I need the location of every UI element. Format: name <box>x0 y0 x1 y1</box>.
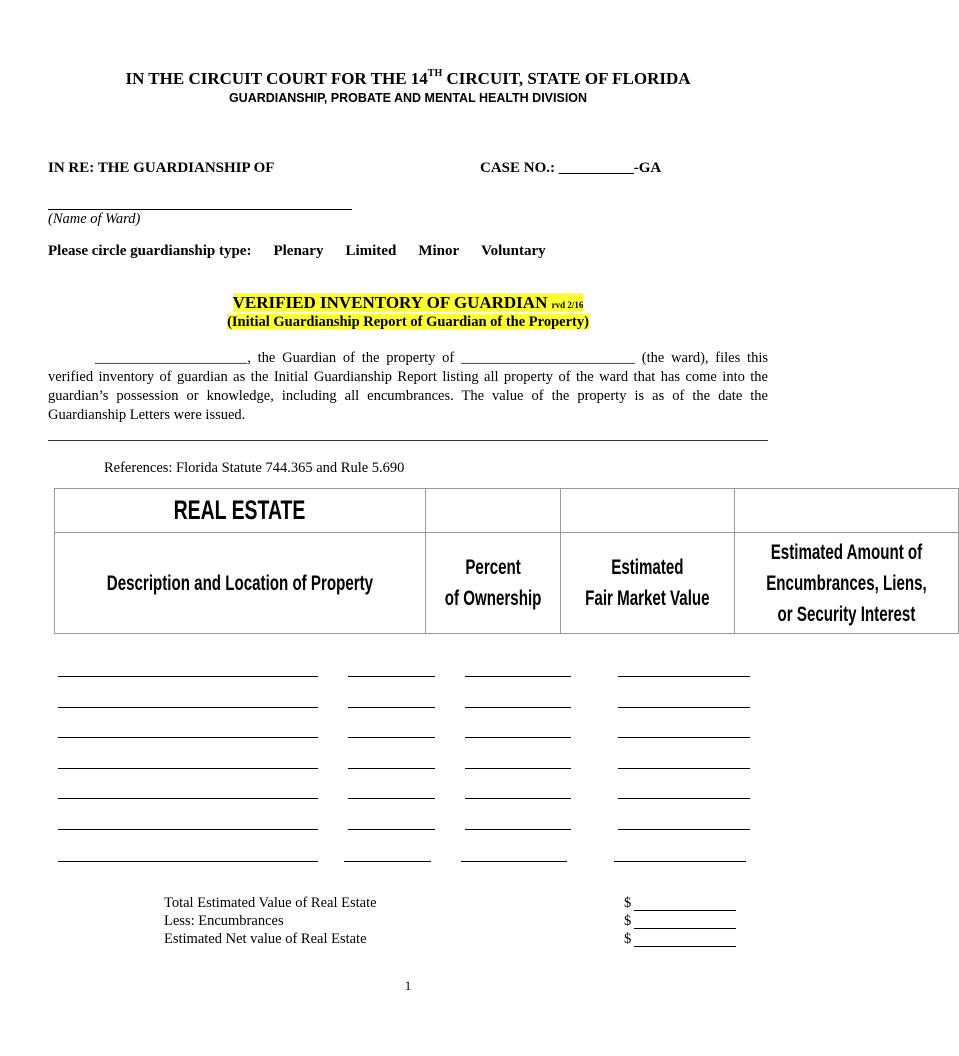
total-value-label: Total Estimated Value of Real Estate <box>164 895 377 911</box>
entry-line-fair-value[interactable] <box>461 861 567 862</box>
col-percent-ownership: Percent of Ownership <box>444 556 542 610</box>
net-value-field[interactable] <box>634 946 736 947</box>
real-estate-table <box>54 488 959 634</box>
total-value-field[interactable] <box>634 910 736 911</box>
entry-line-fair-value[interactable] <box>465 829 571 830</box>
form-subtitle: (Initial Guardianship Report of Guardian of the Property) <box>227 314 589 330</box>
option-limited[interactable]: Limited <box>345 243 397 259</box>
entry-line-description[interactable] <box>58 861 318 862</box>
division-heading: GUARDIANSHIP, PROBATE AND MENTAL HEALTH DIVISION <box>228 91 588 105</box>
guardianship-type-row <box>48 243 568 260</box>
entry-line-encumbrance[interactable] <box>618 829 750 830</box>
col-fair-market-value: Estimated Fair Market Value <box>585 556 710 610</box>
entry-line-description[interactable] <box>58 737 318 738</box>
encumbrances-dollar: $ <box>624 913 632 929</box>
page-number: 1 <box>404 978 412 993</box>
references: References: Florida Statute 744.365 and Rule 5.690 <box>104 460 405 476</box>
entry-line-description[interactable] <box>58 707 318 708</box>
entry-line-percent[interactable] <box>348 737 435 738</box>
entry-line-percent[interactable] <box>344 861 431 862</box>
entry-line-encumbrance[interactable] <box>618 737 750 738</box>
divider <box>48 440 768 441</box>
entry-line-fair-value[interactable] <box>465 707 571 708</box>
entry-line-fair-value[interactable] <box>465 768 571 769</box>
entry-line-percent[interactable] <box>348 798 435 799</box>
entry-line-description[interactable] <box>58 676 318 677</box>
option-minor[interactable]: Minor <box>418 243 460 259</box>
guardianship-type-label: Please circle guardianship type: <box>48 243 252 259</box>
entry-line-fair-value[interactable] <box>465 737 571 738</box>
entry-line-encumbrance[interactable] <box>618 707 750 708</box>
encumbrances-label: Less: Encumbrances <box>164 913 284 929</box>
intro-paragraph: _____________________, the Guardian of the property of ________________________ (the ward), files this verified inventory of guardian as the Initial Guardianship Report listing all property of the ward that has come into the guardian’s possession or knowledge, including all encumbrances. The value of the property is as of the date the Guardianship Letters were issued. <box>48 350 768 423</box>
form-title: VERIFIED INVENTORY OF GUARDIAN rvd 2/16 <box>232 293 584 312</box>
encumbrances-field[interactable] <box>634 928 736 929</box>
entry-line-fair-value[interactable] <box>465 798 571 799</box>
revision-label: rvd 2/16 <box>551 300 584 310</box>
entry-line-percent[interactable] <box>348 676 435 677</box>
entry-line-percent[interactable] <box>348 768 435 769</box>
entry-line-description[interactable] <box>58 768 318 769</box>
real-estate-title: REAL ESTATE <box>174 495 306 525</box>
entry-line-encumbrance[interactable] <box>614 861 746 862</box>
option-voluntary[interactable]: Voluntary <box>481 243 546 259</box>
entry-line-percent[interactable] <box>348 707 435 708</box>
ward-name-line[interactable] <box>48 209 352 210</box>
entry-line-description[interactable] <box>58 829 318 830</box>
total-value-dollar: $ <box>624 895 632 911</box>
net-value-label: Estimated Net value of Real Estate <box>164 931 367 947</box>
entry-line-encumbrance[interactable] <box>618 798 750 799</box>
entry-line-encumbrance[interactable] <box>618 768 750 769</box>
net-value-dollar: $ <box>624 931 632 947</box>
entry-line-encumbrance[interactable] <box>618 676 750 677</box>
court-heading: IN THE CIRCUIT COURT FOR THE 14TH CIRCUIT, STATE OF FLORIDA <box>125 68 691 88</box>
case-number-field[interactable]: CASE NO.: __________-GA <box>480 160 662 176</box>
in-re-label: IN RE: THE GUARDIANSHIP OF <box>48 160 275 176</box>
option-plenary[interactable]: Plenary <box>273 243 324 259</box>
entry-line-description[interactable] <box>58 798 318 799</box>
entry-line-percent[interactable] <box>348 829 435 830</box>
entry-line-fair-value[interactable] <box>465 676 571 677</box>
ward-name-label: (Name of Ward) <box>48 211 141 227</box>
col-encumbrances: Estimated Amount of Encumbrances, Liens, or Security Interest <box>766 540 927 626</box>
col-description: Description and Location of Property <box>106 571 374 595</box>
